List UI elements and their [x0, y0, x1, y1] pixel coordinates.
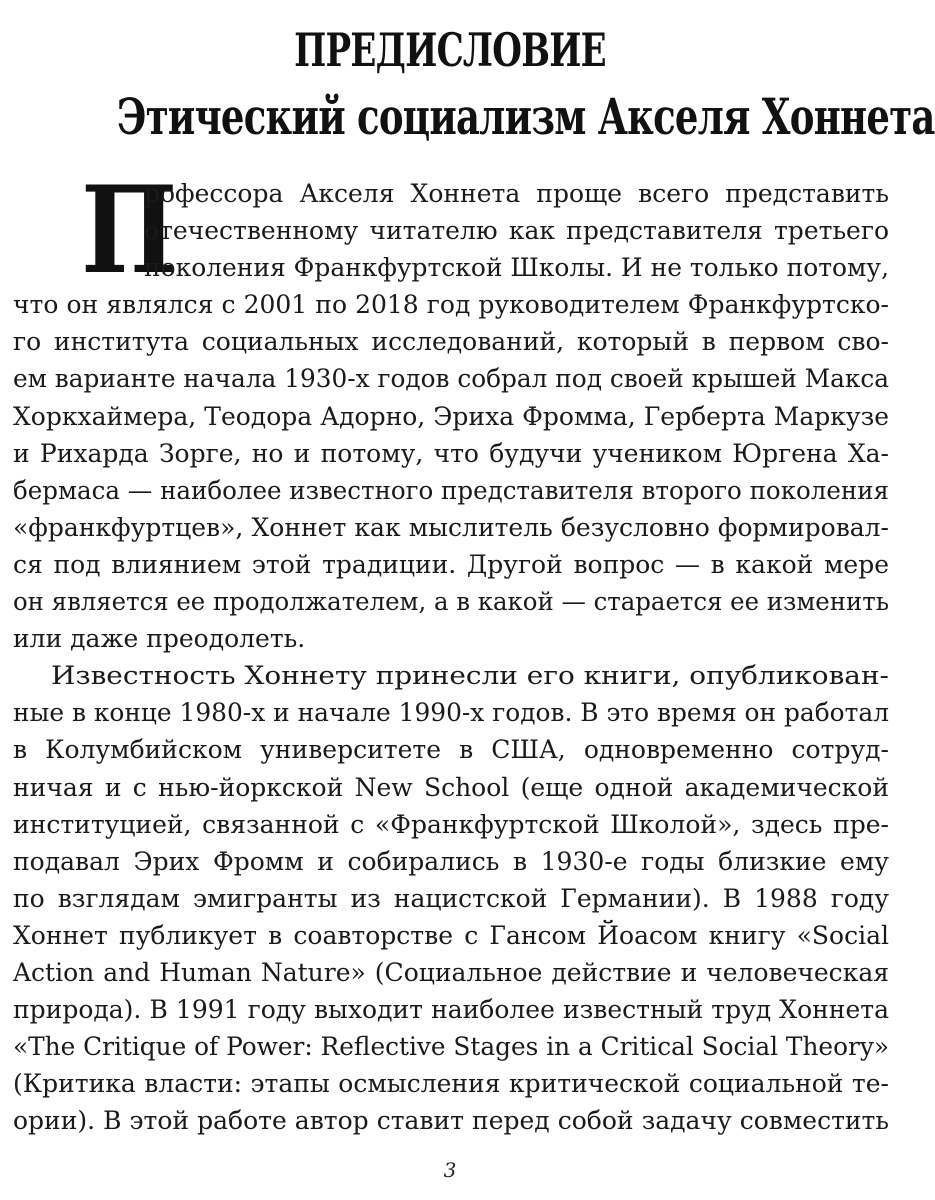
text-line [13, 1028, 889, 1065]
text-line-content: «The Critique of Power: Reflective Stages in a Critical Social Theory» [13, 1032, 889, 1062]
text-line-content: рофессора Акселя Хоннета проще всего представить [144, 179, 889, 208]
text-line [13, 917, 889, 954]
text-line [13, 546, 889, 583]
text-line [13, 509, 889, 546]
text-line [13, 286, 889, 323]
text-line-content: подавал Эрих Фромм и собирались в 1930-е годы близкие ему [13, 846, 889, 876]
text-line-content: ные в конце 1980-х и начале 1990-х годов. В это время он работал [13, 698, 889, 728]
text-line [13, 954, 889, 991]
text-line [13, 249, 889, 286]
drop-cap-letter: П [81, 160, 178, 301]
text-line-content: Известность Хоннету принесли его книги, опубликован- [51, 661, 889, 691]
text-line [13, 620, 889, 657]
text-line [13, 843, 889, 880]
body-text [13, 160, 889, 1139]
text-line-content: «франкфуртцев», Хоннет как мыслитель безусловно формировал- [13, 512, 889, 542]
text-line-content: по взглядам эмигранты из нацистской Германии). В 1988 году [13, 883, 889, 913]
text-line [13, 806, 889, 843]
text-line [13, 435, 889, 472]
text-line-content: и Рихарда Зорге, но и потому, что будучи учеником Юргена Ха- [13, 438, 889, 468]
text-line-content: в Колумбийском университете в США, одновременно сотруд- [13, 735, 889, 765]
text-line [13, 1065, 889, 1102]
chapter-title: ПРЕДИСЛОВИЕ [294, 23, 606, 77]
text-line [13, 472, 889, 509]
text-line-content: ем варианте начала 1930-х годов собрал под своей крышей Макса [13, 364, 889, 394]
text-line-content: бермаса — наиболее известного представителя второго поколения [13, 475, 889, 505]
text-line-content: го института социальных исследований, который в первом сво- [13, 327, 889, 357]
text-line [13, 360, 889, 397]
text-line [13, 1102, 889, 1139]
text-line [13, 694, 889, 731]
text-line [13, 769, 889, 806]
text-line-content: Action and Human Nature» (Социальное действие и человеческая [13, 957, 889, 987]
text-line-content: Хоркхаймера, Теодора Адорно, Эриха Фромма, Герберта Маркузе [13, 401, 889, 431]
text-line-content: ничая и с нью-йоркской New School (еще одной академической [13, 772, 889, 802]
text-line [13, 657, 889, 694]
text-line-content: ории). В этой работе автор ставит перед собой задачу совместить [13, 1106, 889, 1136]
text-line-content: институцией, связанной с «Франкфуртской Школой», здесь пре- [13, 809, 889, 839]
text-line [13, 212, 889, 249]
text-line-content: поколения Франкфуртской Школы. И не только потому, [144, 253, 889, 283]
text-line [13, 398, 889, 435]
text-line-content: (Критика власти: этапы осмысления критической социальной те- [13, 1069, 889, 1099]
text-line [13, 323, 889, 360]
text-line-content: что он являлся с 2001 по 2018 год руководителем Франкфуртско- [13, 290, 889, 320]
text-line-content: отечественному читателю как представителя третьего [144, 216, 889, 246]
text-line [13, 991, 889, 1028]
text-line [13, 583, 889, 620]
text-line [13, 175, 889, 212]
text-line-content: ся под влиянием этой традиции. Другой вопрос — в какой мере [13, 549, 889, 579]
page-number: 3 [443, 1158, 457, 1182]
text-line-content: природа). В 1991 году выходит наиболее известный труд Хоннета [13, 995, 889, 1025]
text-line-content: он является ее продолжателем, а в какой — старается ее изменить [13, 587, 889, 617]
text-line-content: Хоннет публикует в соавторстве с Гансом Йоасом книгу «Social [13, 920, 889, 950]
chapter-subtitle: Этический социализм Акселя Хоннета [117, 87, 935, 146]
text-line [13, 731, 889, 768]
text-line [13, 880, 889, 917]
text-line-content: или даже преодолеть. [13, 624, 306, 654]
